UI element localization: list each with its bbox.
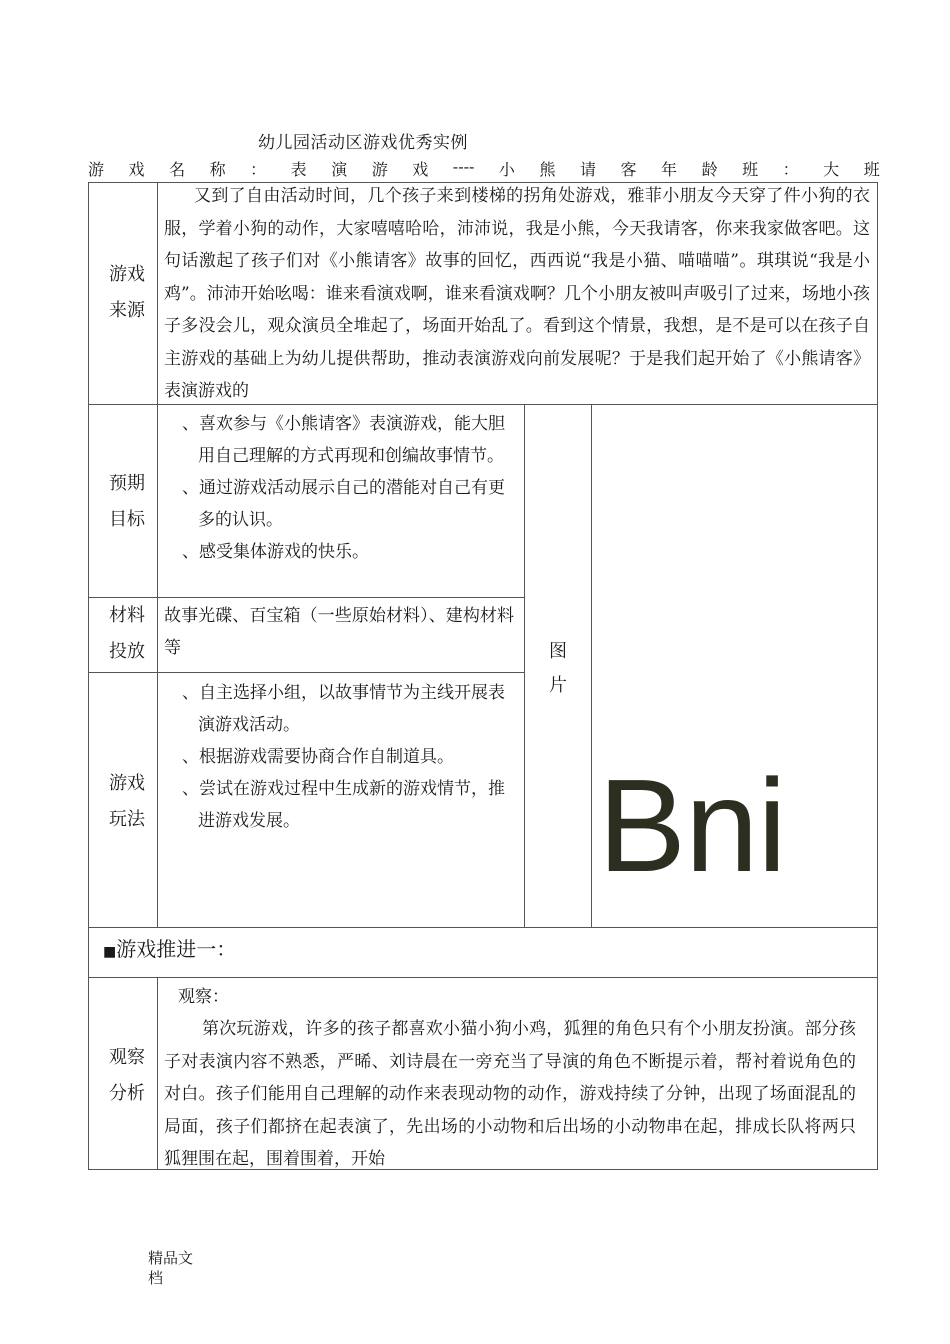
- subtitle-char: 演: [331, 160, 348, 179]
- play-item: 、根据游戏需要协商合作自制道具。: [182, 747, 454, 767]
- observe-heading: 观察：: [178, 987, 229, 1007]
- row-divider: [88, 927, 878, 928]
- observe-text: 第次玩游戏，许多的孩子都喜欢小猫小狗小鸡，狐狸的角色只有个小朋友扮演。部分孩子对表演内容不熟悉，严晞、刘诗晨在一旁充当了导演的角色不断提示着，帮衬着说角色的对白。孩子们能用自己理解的动作来表现动物的动作，游戏持续了分钟，出现了场面混乱的局面，孩子们都挤在起表演了，先出场的小动物和后出场的小动物串在起，排成长队将两只狐狸围在起，围着围着，开始: [164, 1019, 856, 1169]
- photo-column-divider: [591, 404, 592, 928]
- subtitle-char: 游: [371, 160, 388, 179]
- subtitle-char: ----: [452, 157, 475, 176]
- goals-list: [164, 408, 514, 568]
- subtitle-char: 称: [209, 160, 226, 179]
- observe-label: 观察 分析: [109, 1047, 145, 1104]
- subtitle-char: 龄: [701, 160, 718, 179]
- goals-label: 预期 目标: [109, 473, 145, 530]
- subtitle-char: 客: [620, 160, 637, 179]
- goal-item: 、通过游戏活动展示自己的潜能对自己有更多的认识。: [182, 478, 505, 530]
- play-item: 、自主选择小组，以故事情节为主线开展表演游戏活动。: [182, 683, 505, 735]
- source-text: 又到了自由活动时间，几个孩子来到楼梯的拐角处游戏，雅菲小朋友今天穿了件小狗的衣服，学着小狗的动作，大家嘻嘻哈哈，沛沛说，我是小熊，今天我请客，你来我家做客吧。这句话激起了孩子们对《小熊请客》故事的回忆，西西说“我是小猫、喵喵喵”。琪琪说“我是小鸡”。沛沛开始吆喝：谁来看演戏啊，谁来看演戏啊？几个小朋友被叫声吸引了过来，场地小孩子多没会儿，观众演员全堆起了，场面开始乱了。看到这个情景，我想，是不是可以在孩子自主游戏的基础上为幼儿提供帮助，推动表演游戏向前发展呢？于是我们起开始了《小熊请客》表演游戏的: [164, 186, 870, 401]
- subtitle-char: 熊: [539, 160, 556, 179]
- table-border-right: [877, 182, 878, 1170]
- subtitle-char: 请: [579, 160, 596, 179]
- source-label: 游戏 来源: [109, 264, 145, 321]
- subtitle-char: 表: [290, 160, 307, 179]
- advance-heading: ■游戏推进一：: [103, 937, 237, 961]
- game-info-line: [88, 157, 880, 180]
- goal-item: 、感受集体游戏的快乐。: [182, 542, 369, 562]
- subtitle-char: 名: [169, 160, 186, 179]
- goal-item: 、喜欢参与《小熊请客》表演游戏，能大胆用自己理解的方式再现和创编故事情节。: [182, 414, 505, 466]
- subtitle-char: 戏: [128, 160, 145, 179]
- row-divider: [88, 977, 878, 978]
- photo-label: 图 片: [549, 641, 567, 696]
- subtitle-char: 大: [823, 160, 840, 179]
- row-divider: [88, 672, 525, 673]
- photo-column-divider: [524, 404, 525, 928]
- subtitle-char: 戏: [412, 160, 429, 179]
- page-title: 幼儿园活动区游戏优秀实例: [258, 133, 468, 153]
- materials-text: 故事光碟、百宝箱（一些原始材料）、建构材料等: [164, 606, 514, 658]
- subtitle-char: 班: [742, 160, 759, 179]
- subtitle-char: 游: [88, 160, 105, 179]
- subtitle-char: ：: [250, 160, 267, 179]
- row-divider: [88, 404, 878, 405]
- subtitle-char: 年: [661, 160, 678, 179]
- subtitle-char: 小: [498, 160, 515, 179]
- table-border-left: [88, 182, 89, 1170]
- square-bullet-icon: ■: [103, 944, 117, 960]
- image-placeholder-text: Bni: [598, 752, 786, 899]
- table-border-bottom: [88, 1169, 878, 1170]
- materials-label: 材料 投放: [109, 605, 145, 662]
- play-list: [164, 677, 514, 837]
- subtitle-char: ：: [782, 160, 799, 179]
- play-label: 游戏 玩法: [109, 773, 145, 830]
- subtitle-char: 班: [863, 160, 880, 179]
- play-item: 、尝试在游戏过程中生成新的游戏情节，推进游戏发展。: [182, 779, 505, 831]
- footer-note: 精品文 档: [148, 1249, 194, 1287]
